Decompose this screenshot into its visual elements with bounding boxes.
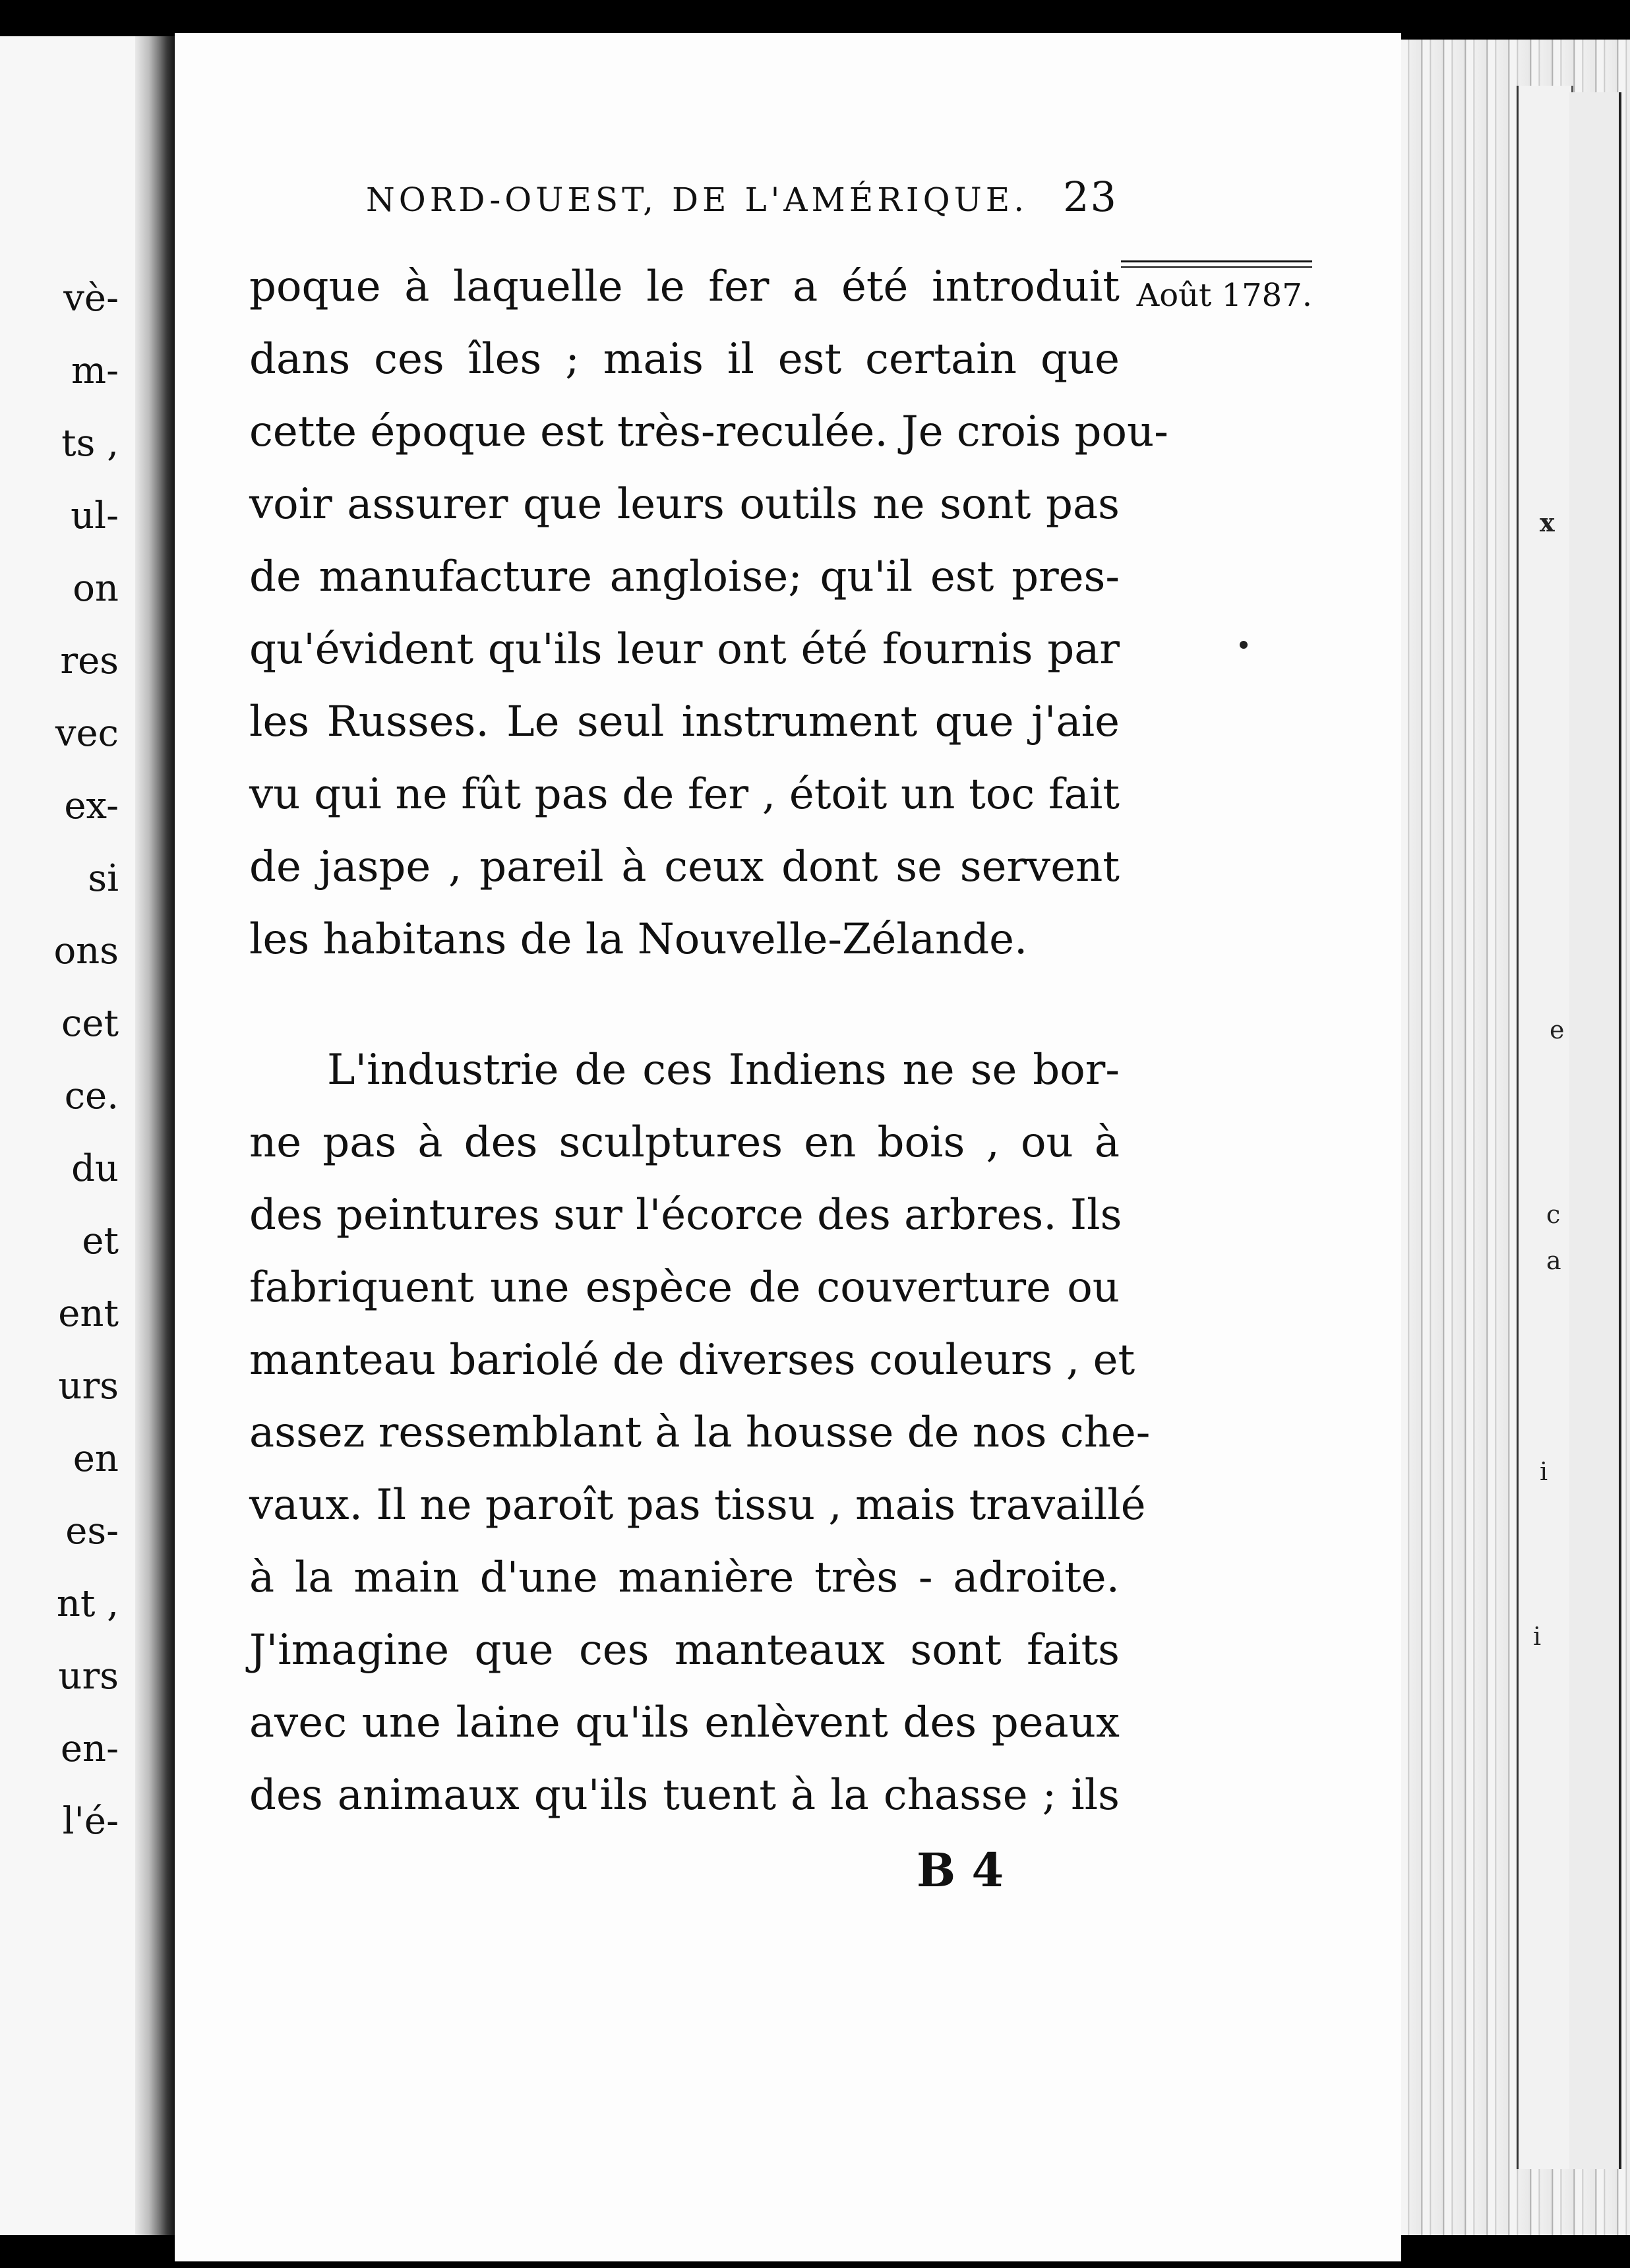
facing-line: cet <box>61 1002 119 1045</box>
edge-glyph: x <box>1540 508 1555 537</box>
page-number: 23 <box>1063 173 1118 221</box>
paragraph-gap <box>249 976 1120 1034</box>
text-line: les Russes. Le seul instrument que j'aie <box>249 698 1120 746</box>
facing-line: et <box>82 1220 119 1263</box>
edge-glyph: a <box>1546 1246 1561 1275</box>
facing-page <box>0 36 135 2235</box>
text-line: des peintures sur l'écorce des arbres. Ils <box>249 1191 1122 1239</box>
text-line: les habitans de la Nouvelle-Zélande. <box>249 915 1028 964</box>
facing-line: nt , <box>56 1582 119 1625</box>
marginal-rule <box>1121 260 1312 268</box>
facing-line: en- <box>60 1727 119 1770</box>
facing-line: ons <box>53 930 119 972</box>
text-line: vaux. Il ne paroît pas tissu , mais travaillé <box>249 1481 1146 1530</box>
text-line: ne pas à des sculptures en bois , ou à <box>249 1118 1120 1167</box>
marginal-date: Août 1787. <box>1136 277 1312 314</box>
facing-line: ts , <box>61 422 119 465</box>
page-stack-band <box>1517 86 1573 2169</box>
body-text <box>249 251 1168 1832</box>
text-line: poque à laquelle le fer a été introduit <box>249 262 1120 311</box>
running-head <box>366 173 1118 221</box>
paragraph <box>249 251 1168 976</box>
edge-glyph: c <box>1546 1200 1561 1229</box>
facing-line: m- <box>71 349 119 392</box>
text-line: des animaux qu'ils tuent à la chasse ; ils <box>249 1771 1120 1820</box>
text-line: manteau bariolé de diverses couleurs , et <box>249 1336 1135 1385</box>
facing-line: urs <box>58 1365 119 1408</box>
facing-line: ent <box>58 1292 119 1335</box>
text-line: L'industrie de ces Indiens ne se bor- <box>327 1046 1120 1094</box>
facing-line: en <box>73 1437 119 1480</box>
text-line: fabriquent une espèce de couverture ou <box>249 1263 1120 1312</box>
facing-line: urs <box>58 1655 119 1698</box>
page-stack-band-outer <box>1569 92 1621 2169</box>
running-title: NORD-OUEST, DE L'AMÉRIQUE. <box>366 181 1029 219</box>
facing-line: ul- <box>71 494 119 537</box>
facing-line: res <box>60 640 119 682</box>
text-line: à la main d'une manière très - adroite. <box>249 1553 1120 1602</box>
facing-line: on <box>73 567 119 610</box>
facing-line: l'é- <box>62 1800 119 1843</box>
text-line: de jaspe , pareil à ceux dont se servent <box>249 843 1120 891</box>
facing-line: ce. <box>64 1075 119 1118</box>
text-line: assez ressemblant à la housse de nos che- <box>249 1408 1151 1457</box>
text-line: J'imagine que ces manteaux sont faits <box>249 1626 1120 1675</box>
edge-glyph: i <box>1533 1622 1542 1651</box>
edge-glyph: i <box>1540 1457 1548 1486</box>
text-line: avec une laine qu'ils enlèvent des peaux <box>249 1698 1120 1747</box>
text-line: qu'évident qu'ils leur ont été fournis par <box>249 625 1120 674</box>
text-line: cette époque est très-reculée. Je crois pou- <box>249 407 1168 456</box>
facing-line: du <box>71 1147 119 1190</box>
marginal-note <box>1121 260 1312 314</box>
facing-line: vec <box>55 712 119 755</box>
signature-mark: B 4 <box>917 1843 1004 1897</box>
book-gutter <box>135 36 175 2235</box>
paragraph <box>249 1034 1151 1832</box>
facing-line: vè- <box>63 277 119 320</box>
text-line: voir assurer que leurs outils ne sont pas <box>249 480 1120 529</box>
facing-line: ex- <box>64 785 119 827</box>
ink-speck <box>1240 641 1248 649</box>
text-line: de manufacture angloise; qu'il est pres- <box>249 552 1120 601</box>
text-line: dans ces îles ; mais il est certain que <box>249 335 1120 384</box>
edge-glyph: e <box>1550 1015 1565 1044</box>
facing-line: si <box>88 857 119 900</box>
facing-line: es- <box>65 1510 119 1553</box>
text-line: vu qui ne fût pas de fer , étoit un toc fait <box>249 770 1120 819</box>
